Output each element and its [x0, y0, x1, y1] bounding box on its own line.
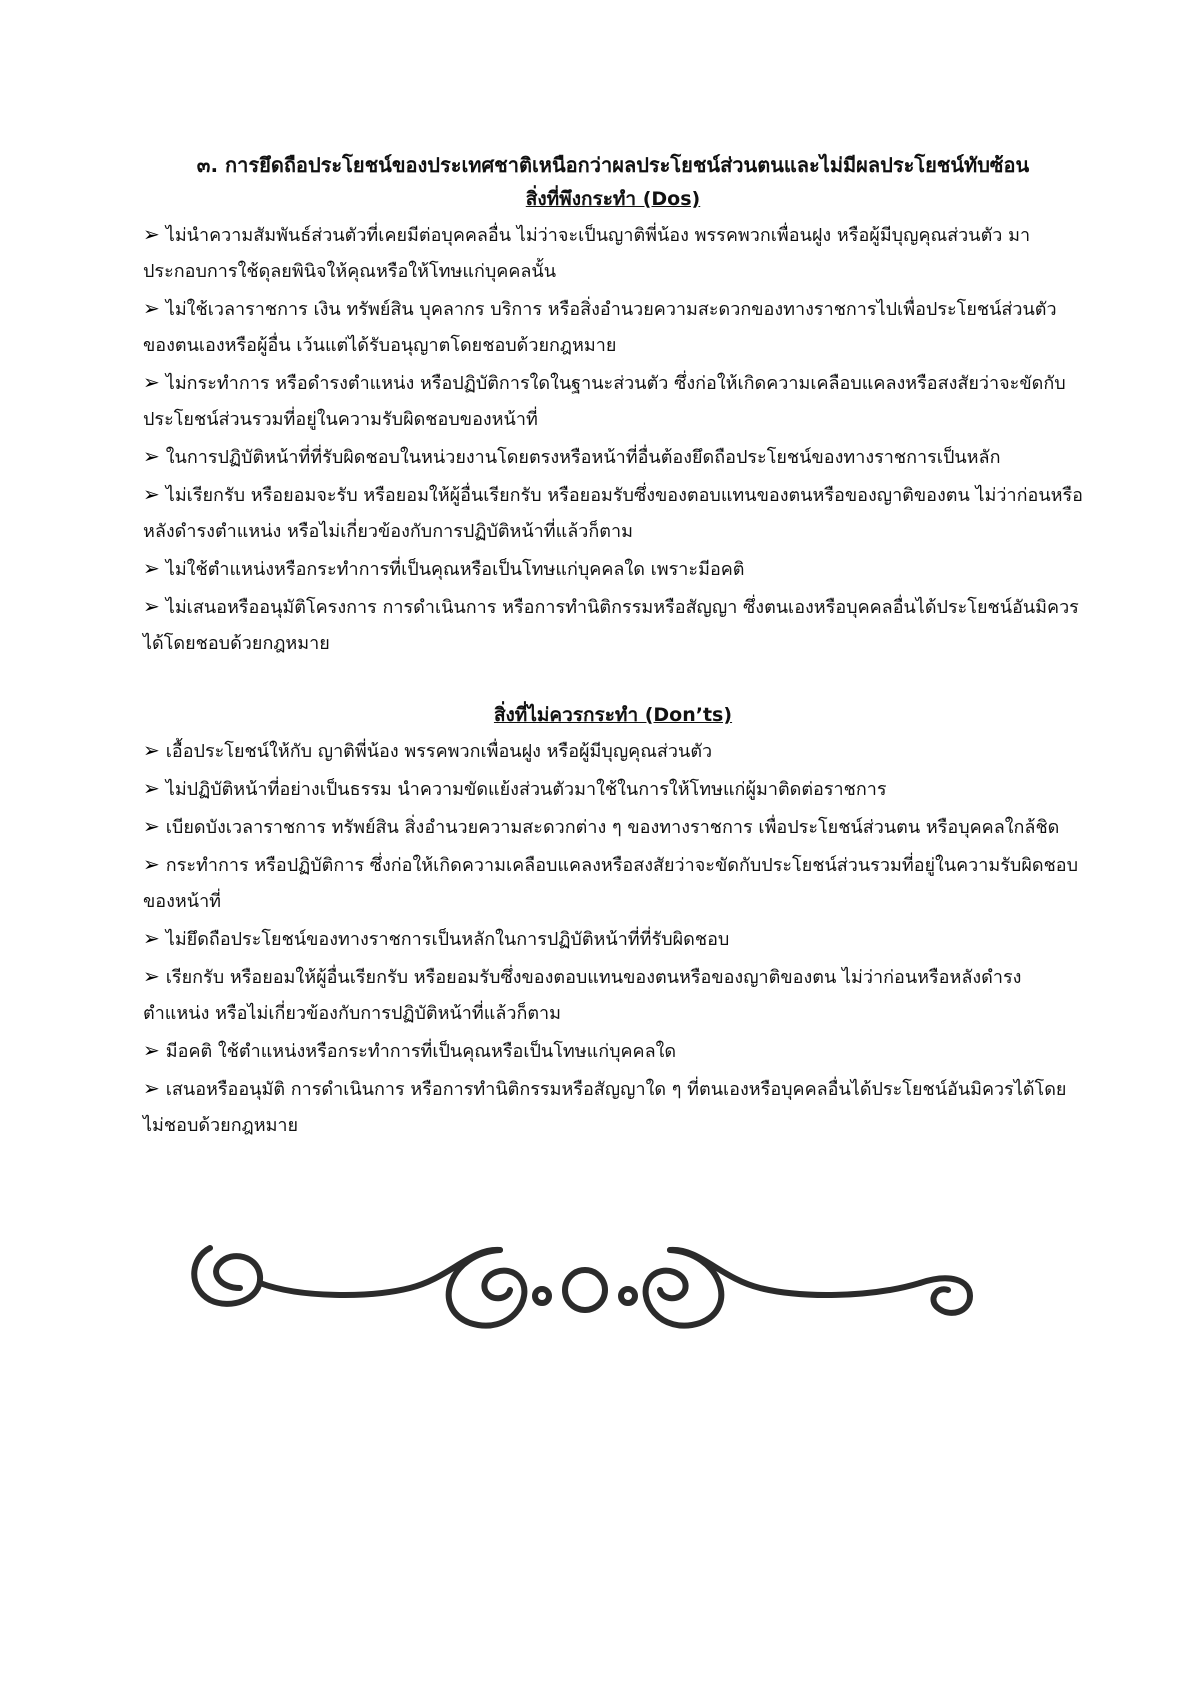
- document-content: [143, 148, 1083, 1144]
- page-title: ๓. การยึดถือประโยชน์ของประเทศชาติเหนือกว่าผลประโยชน์ส่วนตนและไม่มีผลประโยชน์ทับซ้อน: [196, 153, 1030, 177]
- donts-item: [143, 808, 1083, 846]
- donts-item-text: ไม่ยึดถือประโยชน์ของทางราชการเป็นหลักในการปฏิบัติหน้าที่ที่รับผิดชอบ: [165, 929, 730, 950]
- donts-item-text: ไม่ปฏิบัติหน้าที่อย่างเป็นธรรม นำความขัดแย้งส่วนตัวมาใช้ในการให้โทษแก่ผู้มาติดต่อราชการ: [165, 779, 887, 800]
- dos-item: [143, 588, 1083, 662]
- dos-item-text: ไม่ใช้เวลาราชการ เงิน ทรัพย์สิน บุคลากร บริการ หรือสิ่งอำนวยความสะดวกของทางราชการไปเพื่อประโยชน์ส่วนตัวของตนเองหรือผู้อื่น เว้นแต่ได้รับอนุญาตโดยชอบด้วยกฎหมาย: [143, 299, 1057, 356]
- donts-item: [143, 920, 1083, 958]
- dos-list: [143, 216, 1083, 662]
- dos-item-text: ไม่เรียกรับ หรือยอมจะรับ หรือยอมให้ผู้อื่นเรียกรับ หรือยอมรับซึ่งของตอบแทนของตนหรือของญาติของตน ไม่ว่าก่อนหรือหลังดำรงตำแหน่ง หรือไม่เกี่ยวข้องกับการปฏิบัติหน้าที่แล้วก็ตาม: [143, 485, 1083, 542]
- arrow-bullet-icon: ➢: [143, 1076, 160, 1100]
- arrow-bullet-icon: ➢: [143, 926, 160, 950]
- donts-item: [143, 1032, 1083, 1070]
- dos-item-text: ไม่กระทำการ หรือดำรงตำแหน่ง หรือปฏิบัติการใดในฐานะส่วนตัว ซึ่งก่อให้เกิดความเคลือบแคลงหรือสงสัยว่าจะขัดกับประโยชน์ส่วนรวมที่อยู่ในความรับผิดชอบของหน้าที่: [143, 373, 1066, 430]
- donts-item-text: เบียดบังเวลาราชการ ทรัพย์สิน สิ่งอำนวยความสะดวกต่าง ๆ ของทางราชการ เพื่อประโยชน์ส่วนตน หรือบุคคลใกล้ชิด: [165, 817, 1060, 838]
- dos-item: [143, 476, 1083, 550]
- dos-heading: สิ่งที่พึงกระทำ (Dos): [525, 188, 701, 210]
- dos-item: [143, 364, 1083, 438]
- dos-item: [143, 550, 1083, 588]
- scroll-flourish-divider-icon: [180, 1228, 1000, 1338]
- donts-item: [143, 770, 1083, 808]
- dos-item-text: ไม่เสนอหรืออนุมัติโครงการ การดำเนินการ หรือการทำนิติกรรมหรือสัญญา ซึ่งตนเองหรือบุคคลอื่นได้ประโยชน์อันมิควรได้โดยชอบด้วยกฎหมาย: [143, 597, 1079, 654]
- donts-item-text: เสนอหรืออนุมัติ การดำเนินการ หรือการทำนิติกรรมหรือสัญญาใด ๆ ที่ตนเองหรือบุคคลอื่นได้ประโยชน์อันมิควรได้โดยไม่ชอบด้วยกฎหมาย: [143, 1079, 1067, 1136]
- dos-item-text: ในการปฏิบัติหน้าที่ที่รับผิดชอบในหน่วยงานโดยตรงหรือหน้าที่อื่นต้องยึดถือประโยชน์ของทางราชการเป็นหลัก: [165, 447, 1001, 468]
- donts-item-text: กระทำการ หรือปฏิบัติการ ซึ่งก่อให้เกิดความเคลือบแคลงหรือสงสัยว่าจะขัดกับประโยชน์ส่วนรวมที่อยู่ในความรับผิดชอบของหน้าที่: [143, 855, 1079, 912]
- dos-item: [143, 290, 1083, 364]
- arrow-bullet-icon: ➢: [143, 1038, 160, 1062]
- dos-item: [143, 216, 1083, 290]
- ornament-strokes: [194, 1248, 970, 1326]
- donts-heading: สิ่งที่ไม่ควรกระทำ (Don’ts): [493, 704, 733, 726]
- dos-item: [143, 438, 1083, 476]
- arrow-bullet-icon: ➢: [143, 444, 160, 468]
- arrow-bullet-icon: ➢: [143, 738, 160, 762]
- arrow-bullet-icon: ➢: [143, 296, 160, 320]
- arrow-bullet-icon: ➢: [143, 370, 160, 394]
- donts-item: [143, 958, 1083, 1032]
- dos-item-text: ไม่ใช้ตำแหน่งหรือกระทำการที่เป็นคุณหรือเป็นโทษแก่บุคคลใด เพราะมีอคติ: [165, 559, 745, 580]
- arrow-bullet-icon: ➢: [143, 964, 160, 988]
- donts-item-text: เรียกรับ หรือยอมให้ผู้อื่นเรียกรับ หรือยอมรับซึ่งของตอบแทนของตนหรือของญาติของตน ไม่ว่าก่อนหรือหลังดำรงตำแหน่ง หรือไม่เกี่ยวข้องกับการปฏิบัติหน้าที่แล้วก็ตาม: [143, 967, 1022, 1024]
- dos-item-text: ไม่นำความสัมพันธ์ส่วนตัวที่เคยมีต่อบุคคลอื่น ไม่ว่าจะเป็นญาติพี่น้อง พรรคพวกเพื่อนฝูง หรือผู้มีบุญคุณส่วนตัว มาประกอบการใช้ดุลยพินิจให้คุณหรือให้โทษแก่บุคคลนั้น: [143, 225, 1031, 282]
- donts-item: [143, 732, 1083, 770]
- donts-item: [143, 846, 1083, 920]
- donts-list: [143, 732, 1083, 1144]
- donts-item-text: มีอคติ ใช้ตำแหน่งหรือกระทำการที่เป็นคุณหรือเป็นโทษแก่บุคคลใด: [165, 1041, 677, 1062]
- donts-item: [143, 1070, 1083, 1144]
- arrow-bullet-icon: ➢: [143, 594, 160, 618]
- arrow-bullet-icon: ➢: [143, 814, 160, 838]
- donts-item-text: เอื้อประโยชน์ให้กับ ญาติพี่น้อง พรรคพวกเพื่อนฝูง หรือผู้มีบุญคุณส่วนตัว: [165, 741, 713, 762]
- arrow-bullet-icon: ➢: [143, 482, 160, 506]
- arrow-bullet-icon: ➢: [143, 556, 160, 580]
- arrow-bullet-icon: ➢: [143, 776, 160, 800]
- arrow-bullet-icon: ➢: [143, 222, 160, 246]
- arrow-bullet-icon: ➢: [143, 852, 160, 876]
